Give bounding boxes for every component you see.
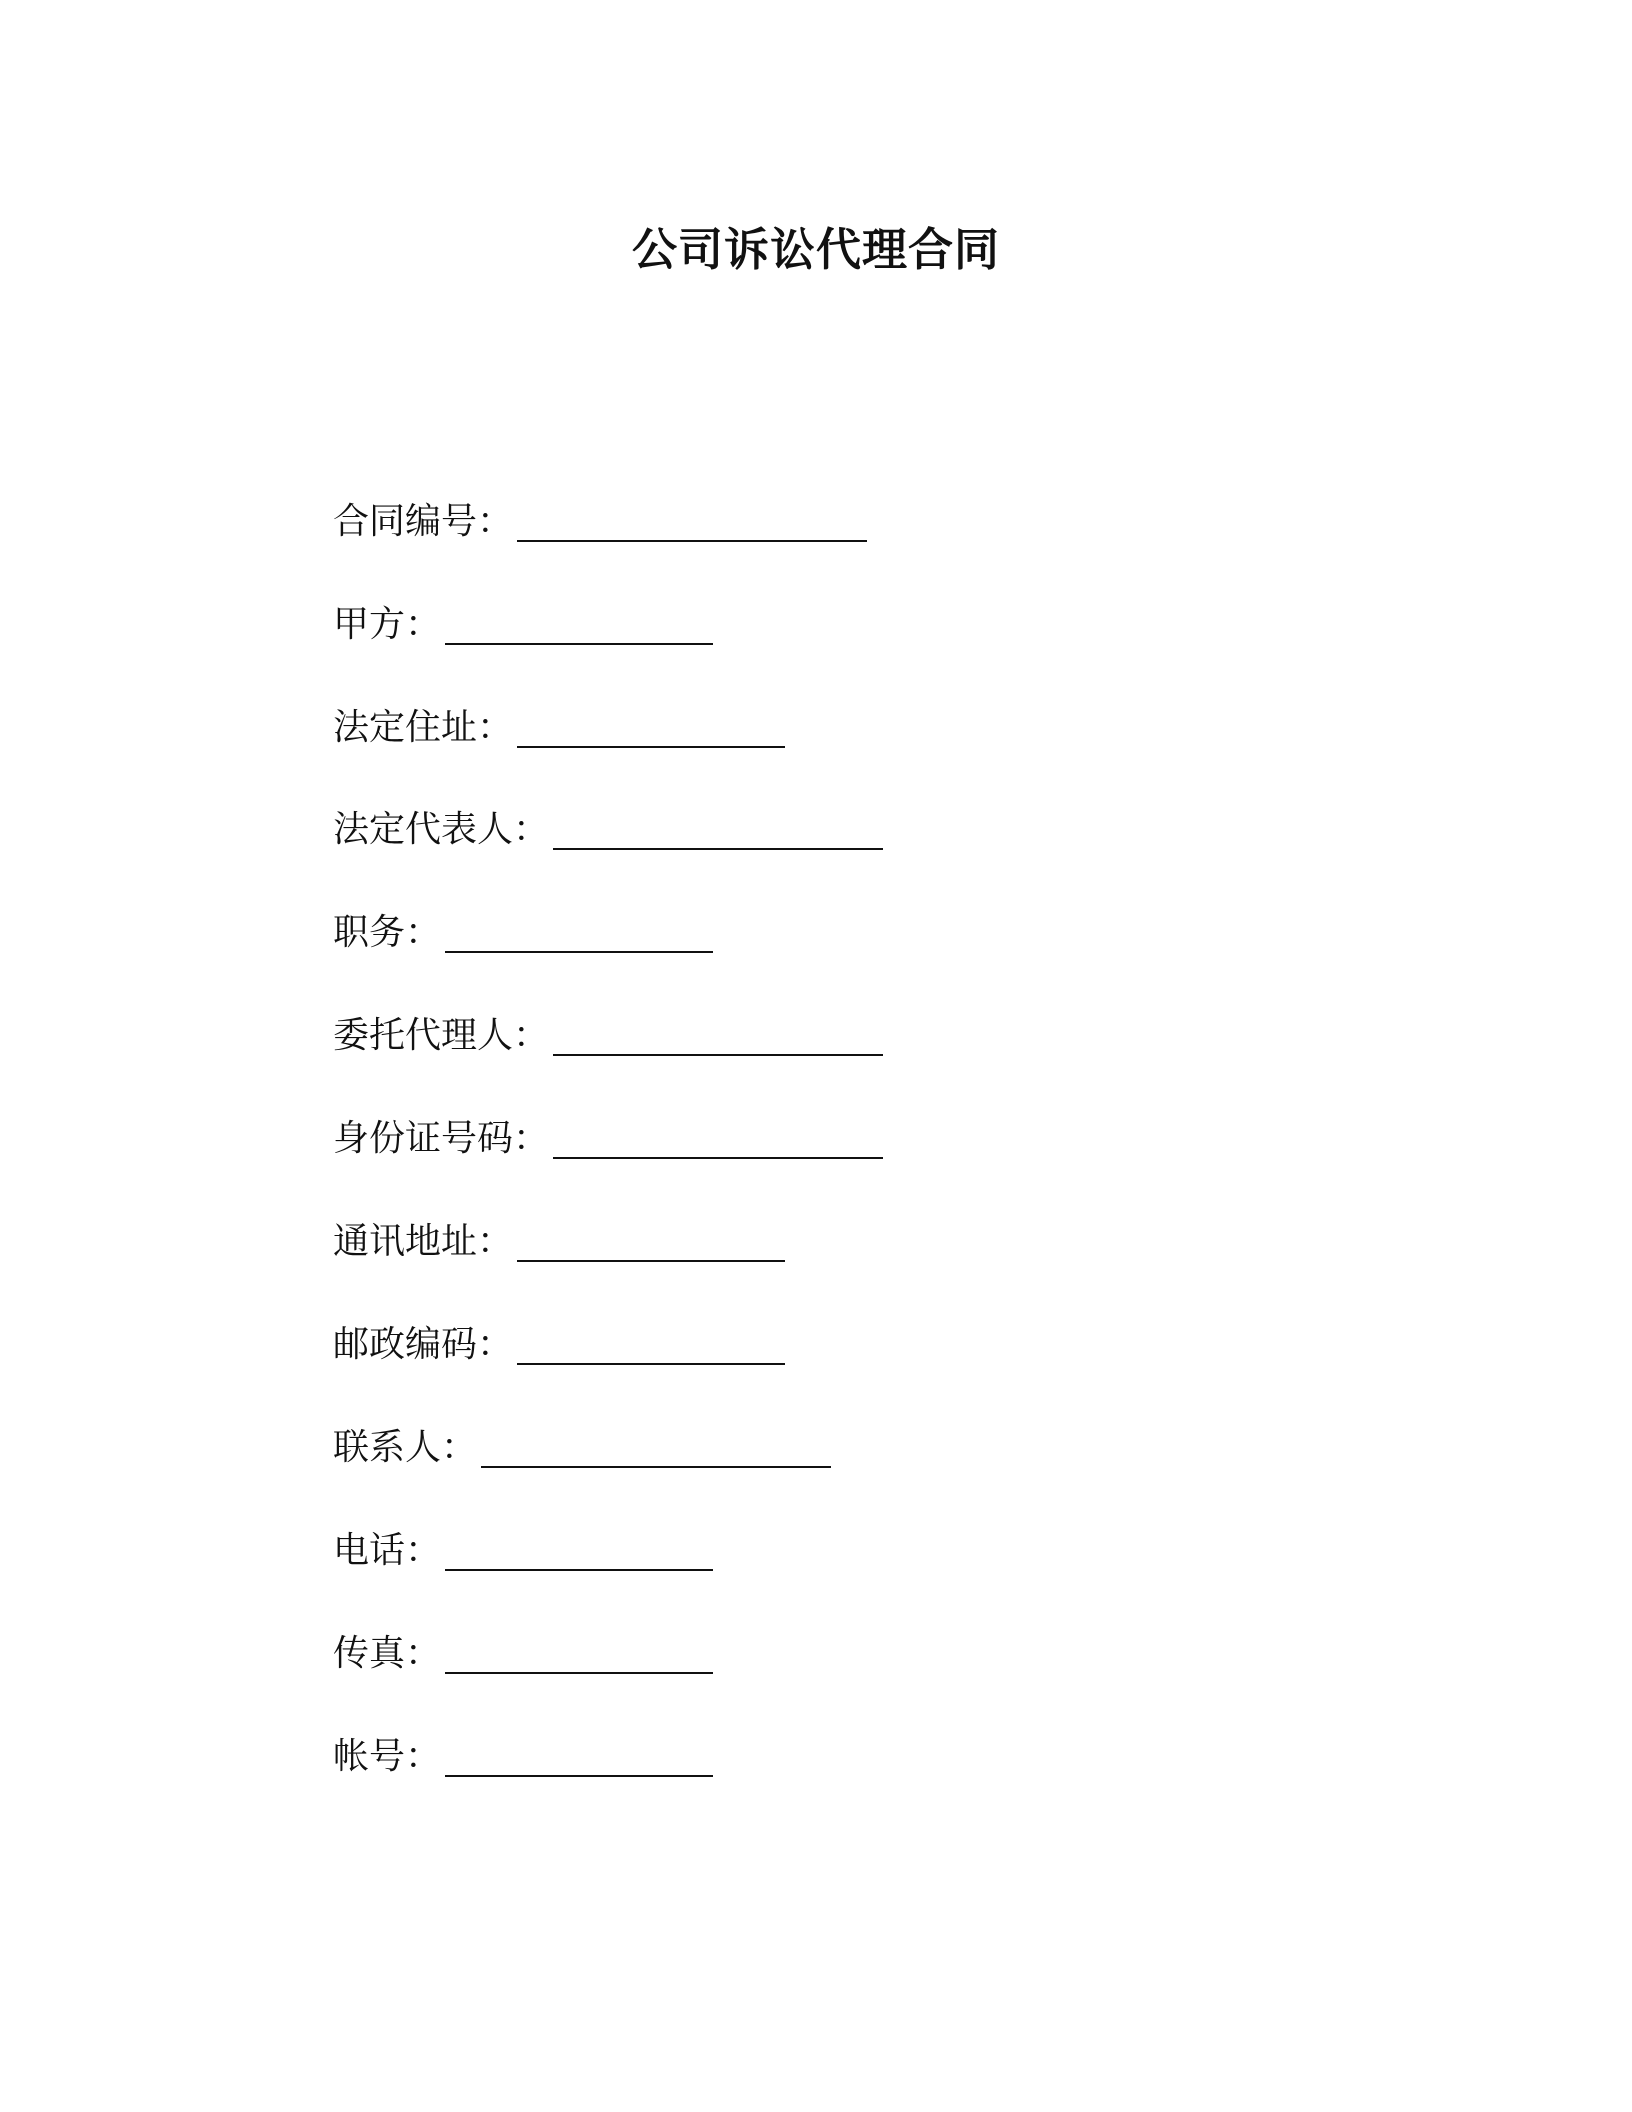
field-label: 合同编号：: [333, 501, 514, 542]
field-party-a: [333, 597, 713, 647]
fill-in-blank[interactable]: [445, 599, 713, 645]
field-label: 委托代理人：: [333, 1015, 550, 1056]
field-authorized-agent: [333, 1008, 883, 1058]
fill-in-blank[interactable]: [445, 1628, 713, 1674]
field-label: 传真：: [333, 1633, 442, 1674]
field-label: 职务：: [333, 912, 442, 953]
field-legal-representative: [333, 802, 883, 852]
field-postal-code: [333, 1317, 785, 1367]
field-label: 邮政编码：: [333, 1324, 514, 1365]
field-id-number: [333, 1111, 883, 1161]
field-fax: [333, 1626, 713, 1676]
fill-in-blank[interactable]: [445, 1525, 713, 1571]
field-contact-person: [333, 1420, 831, 1470]
field-phone: [333, 1523, 713, 1573]
fill-in-blank[interactable]: [481, 1422, 831, 1468]
fill-in-blank[interactable]: [553, 1113, 883, 1159]
field-legal-address: [333, 700, 785, 750]
field-label: 帐号：: [333, 1736, 442, 1777]
fill-in-blank[interactable]: [517, 1319, 785, 1365]
fill-in-blank[interactable]: [517, 1216, 785, 1262]
field-contract-number: [333, 494, 867, 544]
field-label: 法定住址：: [333, 707, 514, 748]
fill-in-blank[interactable]: [517, 702, 785, 748]
field-label: 电话：: [333, 1530, 442, 1571]
field-position: [333, 905, 713, 955]
field-label: 通讯地址：: [333, 1221, 514, 1262]
document-title: 公司诉讼代理合同: [631, 223, 1000, 276]
field-label: 联系人：: [333, 1427, 478, 1468]
field-label: 甲方：: [333, 604, 442, 645]
fill-in-blank[interactable]: [445, 907, 713, 953]
field-mailing-address: [333, 1214, 785, 1264]
field-label: 法定代表人：: [333, 809, 550, 850]
fill-in-blank[interactable]: [553, 1010, 883, 1056]
fill-in-blank[interactable]: [445, 1731, 713, 1777]
field-account-number: [333, 1729, 713, 1779]
fill-in-blank[interactable]: [517, 496, 867, 542]
field-label: 身份证号码：: [333, 1118, 550, 1159]
fill-in-blank[interactable]: [553, 804, 883, 850]
